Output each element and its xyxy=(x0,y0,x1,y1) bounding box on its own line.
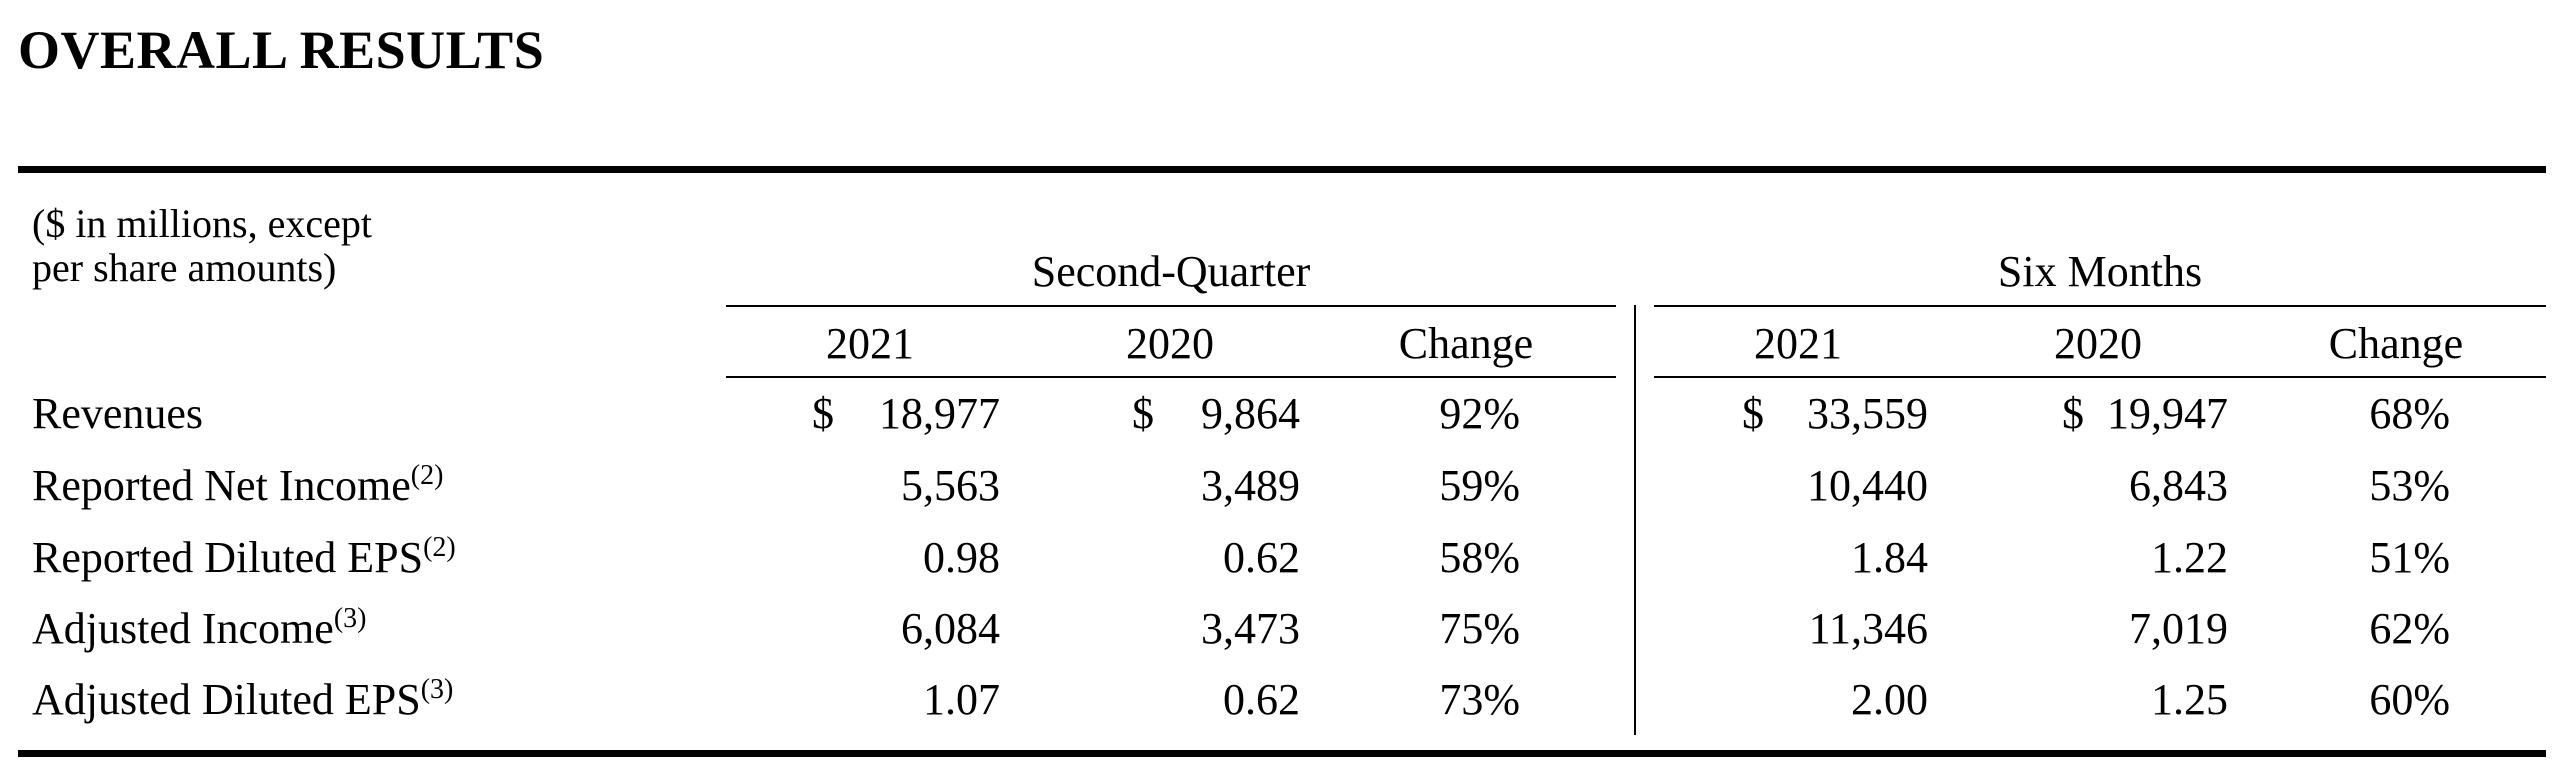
row-label-text: Reported Net Income xyxy=(32,461,411,510)
col-header-six-change: Change xyxy=(2328,319,2464,368)
footnote-marker: (3) xyxy=(333,603,367,634)
group-underline-second-quarter xyxy=(726,305,1616,307)
cell-six-0: 10,440 xyxy=(1807,461,1928,510)
col-header-q2-change: Change xyxy=(1398,319,1534,368)
cell-q2-1: 0.62 xyxy=(1223,533,1300,582)
cell-six-2: 68% xyxy=(2369,389,2450,438)
cell-six-1: 1.25 xyxy=(2151,675,2228,724)
cell-six-1: 19,947 xyxy=(2107,389,2228,438)
cell-six-0: 1.84 xyxy=(1851,533,1928,582)
cell-q2-2: 73% xyxy=(1439,675,1520,724)
row-label-text: Adjusted Diluted EPS xyxy=(32,675,421,724)
group-underline-six-months xyxy=(1654,305,2546,307)
row-label-text: Revenues xyxy=(32,389,204,438)
top-rule xyxy=(18,166,2546,173)
col-header-six-2021: 2021 xyxy=(1754,319,1842,368)
currency-symbol: $ xyxy=(2062,389,2084,438)
group-header-six-months: Six Months xyxy=(1997,247,2203,296)
cell-q2-2: 59% xyxy=(1439,461,1520,510)
row-label xyxy=(32,532,456,584)
page-title: OVERALL RESULTS xyxy=(18,20,545,80)
cell-six-2: 62% xyxy=(2369,604,2450,653)
group-divider xyxy=(1634,305,1636,735)
col-header-q2-2020: 2020 xyxy=(1126,319,1214,368)
cell-q2-2: 92% xyxy=(1439,389,1520,438)
bottom-rule xyxy=(18,750,2546,757)
cell-six-2: 53% xyxy=(2369,461,2450,510)
cell-q2-2: 58% xyxy=(1439,533,1520,582)
row-label xyxy=(32,388,203,440)
cell-q2-0: 1.07 xyxy=(923,675,1000,724)
cell-six-2: 51% xyxy=(2369,533,2450,582)
cell-q2-1: 3,489 xyxy=(1201,461,1300,510)
group-header-second-quarter: Second-Quarter xyxy=(1031,247,1311,296)
units-note-line2: per share amounts) xyxy=(32,245,337,290)
col-header-q2-2021: 2021 xyxy=(826,319,914,368)
cell-q2-1: 9,864 xyxy=(1201,389,1300,438)
footnote-marker: (2) xyxy=(423,532,456,563)
row-label xyxy=(32,603,366,655)
cell-q2-0: 0.98 xyxy=(923,533,1000,582)
cell-q2-0: 18,977 xyxy=(879,389,1000,438)
footnote-marker: (2) xyxy=(410,460,444,491)
row-label xyxy=(32,674,453,726)
cell-six-1: 7,019 xyxy=(2129,604,2228,653)
cell-six-0: 2.00 xyxy=(1851,675,1928,724)
cell-six-1: 6,843 xyxy=(2129,461,2228,510)
cell-six-2: 60% xyxy=(2369,675,2450,724)
currency-symbol: $ xyxy=(1132,389,1154,438)
cell-q2-0: 5,563 xyxy=(901,461,1000,510)
cell-q2-2: 75% xyxy=(1439,604,1520,653)
cell-six-1: 1.22 xyxy=(2151,533,2228,582)
cell-q2-0: 6,084 xyxy=(901,604,1000,653)
header-underline-six-months xyxy=(1654,376,2546,378)
currency-symbol: $ xyxy=(812,389,834,438)
header-underline-second-quarter xyxy=(726,376,1616,378)
col-header-six-2020: 2020 xyxy=(2054,319,2142,368)
units-note-line1: ($ in millions, except xyxy=(32,201,372,246)
cell-q2-1: 3,473 xyxy=(1201,604,1300,653)
currency-symbol: $ xyxy=(1742,389,1764,438)
row-label xyxy=(32,460,443,512)
cell-q2-1: 0.62 xyxy=(1223,675,1300,724)
cell-six-0: 33,559 xyxy=(1807,389,1928,438)
footnote-marker: (3) xyxy=(420,674,454,705)
row-label-text: Adjusted Income xyxy=(32,604,334,653)
cell-six-0: 11,346 xyxy=(1808,604,1928,653)
row-label-text: Reported Diluted EPS xyxy=(32,533,424,582)
